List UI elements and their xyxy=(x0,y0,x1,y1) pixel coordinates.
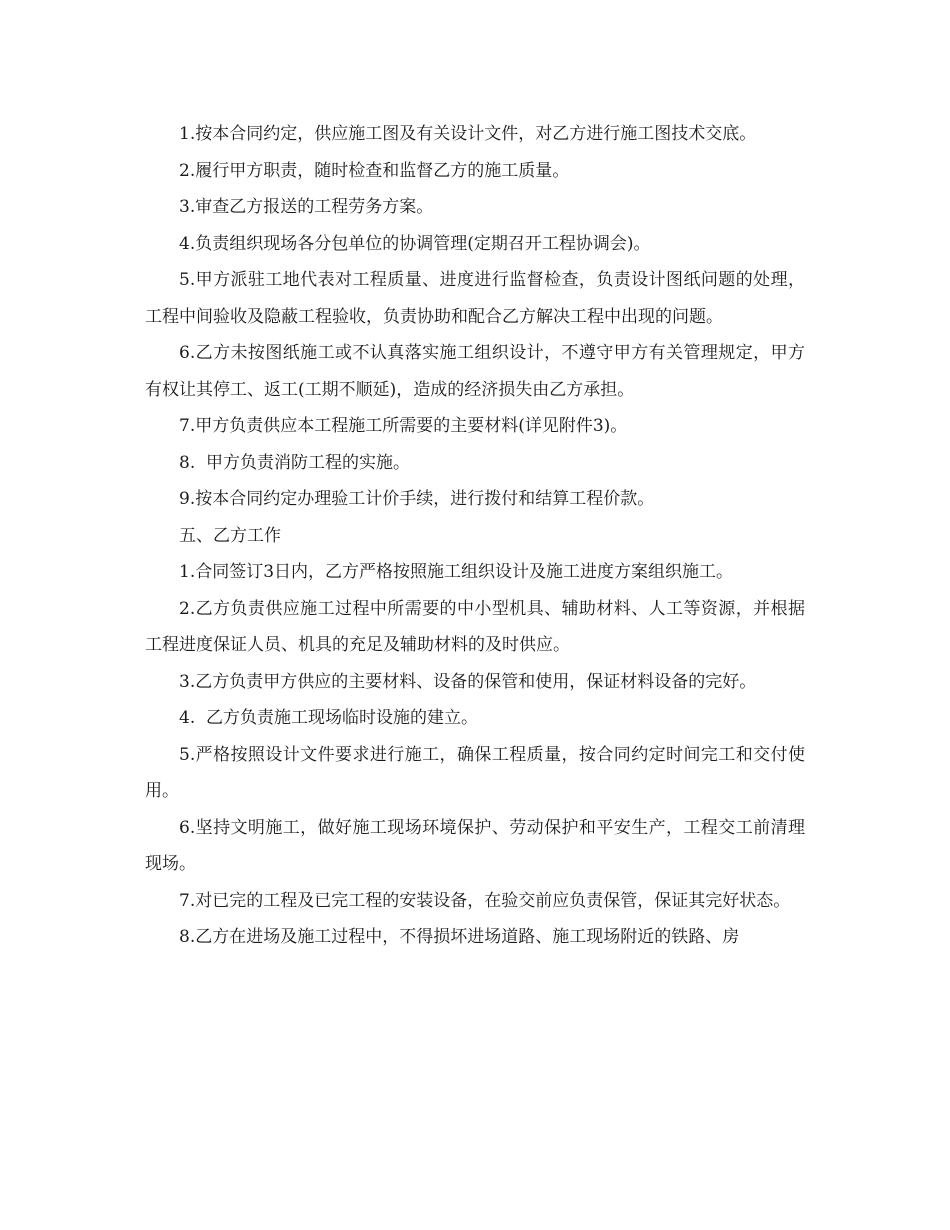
paragraph: 1.按本合同约定，供应施工图及有关设计文件，对乙方进行施工图技术交底。 xyxy=(179,124,757,144)
paragraph: 5.甲方派驻工地代表对工程质量、进度进行监督检查，负责设计图纸问题的处理，工程中间验收及隐蔽工程验收，负责协助和配合乙方解决工程中出现的问题。 xyxy=(145,270,805,327)
paragraph: 2.履行甲方职责，随时检查和监督乙方的施工质量。 xyxy=(179,160,570,181)
paragraph: 3.审查乙方报送的工程劳务方案。 xyxy=(179,197,434,217)
paragraph: 7.甲方负责供应本工程施工所需要的主要材料(详见附件3)。 xyxy=(179,416,628,436)
paragraph: 9.按本合同约定办理验工计价手续，进行拨付和结算工程价款。 xyxy=(179,489,655,509)
paragraph: 4. 乙方负责施工现场临时设施的建立。 xyxy=(179,708,479,728)
paragraph: 8. 甲方负责消防工程的实施。 xyxy=(179,452,411,473)
document-body xyxy=(145,116,805,956)
paragraph: 4.负责组织现场各分包单位的协调管理(定期召开工程协调会)。 xyxy=(179,233,651,254)
paragraph: 5.严格按照设计文件要求进行施工，确保工程质量，按合同约定时间完工和交付使用。 xyxy=(145,744,805,801)
paragraph: 3.乙方负责甲方供应的主要材料、设备的保管和使用，保证材料设备的完好。 xyxy=(179,671,757,692)
paragraph: 6.坚持文明施工，做好施工现场环境保护、劳动保护和平安生产，工程交工前清理现场。 xyxy=(145,817,805,874)
paragraph: 2.乙方负责供应施工过程中所需要的中小型机具、辅助材料、人工等资源，并根据工程进度保证人员、机具的充足及辅助材料的及时供应。 xyxy=(145,598,805,655)
paragraph: 7.对已完的工程及已完工程的安装设备，在验交前应负责保管，保证其完好状态。 xyxy=(179,890,791,911)
paragraph: 8.乙方在进场及施工过程中，不得损坏进场道路、施工现场附近的铁路、房 xyxy=(179,927,740,947)
section-heading: 五、乙方工作 xyxy=(179,525,281,546)
paragraph: 6.乙方未按图纸施工或不认真落实施工组织设计，不遵守甲方有关管理规定，甲方有权让其停工、返工(工期不顺延)，造成的经济损失由乙方承担。 xyxy=(145,343,805,400)
paragraph: 1.合同签订3日内，乙方严格按照施工组织设计及施工进度方案组织施工。 xyxy=(179,562,734,582)
